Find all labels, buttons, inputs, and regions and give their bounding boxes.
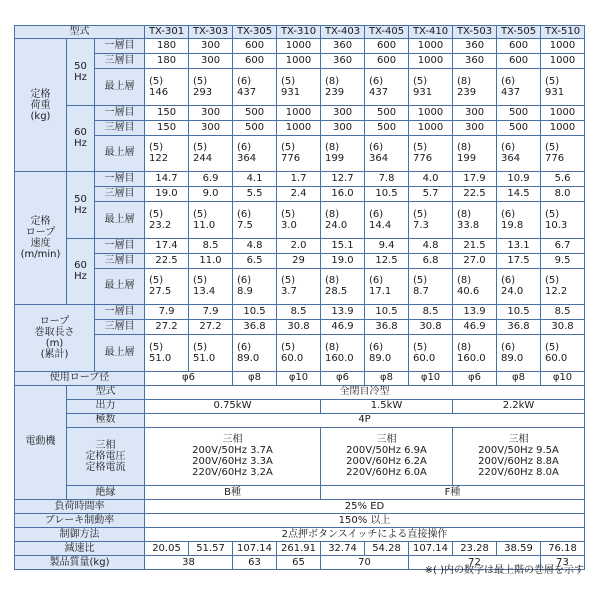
cell: 5.7 (409, 187, 453, 202)
cell: 360 (321, 54, 365, 69)
motor-output-label: 出力 (67, 399, 145, 413)
cell: 150 (145, 120, 189, 135)
cell: 6.8 (409, 253, 453, 268)
cell: 107.14 (409, 542, 453, 556)
table-row (15, 427, 585, 477)
table-row (15, 514, 585, 528)
cell: 9.0 (189, 187, 233, 202)
model-header: TX-403 (321, 26, 365, 39)
cell: 三相 200V/50Hz 3.7A 200V/60Hz 3.3A 220V/60Hz 3.2A (145, 427, 321, 486)
cell: φ6 (453, 371, 497, 385)
cell: (8) 199 (453, 135, 497, 172)
cell: 三相 200V/50Hz 9.5A 200V/60Hz 8.8A 220V/60Hz 8.0A (453, 427, 585, 486)
cell: 38.59 (497, 542, 541, 556)
cell: (6) 7.5 (233, 202, 277, 239)
cell: (6) 19.8 (497, 202, 541, 239)
cell: 4.8 (233, 238, 277, 253)
cell: 14.5 (497, 187, 541, 202)
table-row (15, 135, 585, 163)
cell: 70 (321, 556, 409, 570)
cell: 12.5 (365, 253, 409, 268)
table-row (15, 187, 585, 202)
cell: (5) 244 (189, 135, 233, 172)
cell: 500 (497, 105, 541, 120)
table-row (15, 54, 585, 69)
cell: 1.5kW (321, 399, 453, 413)
cell: (5) 60.0 (409, 335, 453, 372)
cell: 36.8 (365, 320, 409, 335)
layer-label: 一層目 (95, 105, 145, 120)
model-header: TX-405 (365, 26, 409, 39)
brake-label: ブレーキ制動率 (15, 514, 145, 528)
cell: 2点押ボタンスイッチによる直接操作 (145, 528, 585, 542)
layer-label: 三層目 (95, 187, 145, 202)
cell: 4P (145, 413, 585, 427)
cell: 300 (189, 39, 233, 54)
table-row (15, 542, 585, 556)
cell: 19.0 (145, 187, 189, 202)
cell: 600 (365, 54, 409, 69)
cell: 360 (453, 39, 497, 54)
model-header: TX-301 (145, 26, 189, 39)
rope-diameter-label: 使用ロープ径 (15, 371, 145, 385)
cell: φ8 (365, 371, 409, 385)
layer-label: 三層目 (95, 120, 145, 135)
hz60-label: 60 Hz (67, 105, 95, 172)
cell: 1000 (409, 54, 453, 69)
cell: 180 (145, 39, 189, 54)
motor-poles-label: 極数 (67, 413, 145, 427)
table-row (15, 253, 585, 268)
cell: 13.1 (497, 238, 541, 253)
cell: φ8 (233, 371, 277, 385)
layer-label: 一層目 (95, 172, 145, 187)
table-row (15, 39, 585, 54)
cell: 1000 (409, 105, 453, 120)
cell: (5) 931 (277, 69, 321, 106)
cell: 10.9 (497, 172, 541, 187)
cell: 2.0 (277, 238, 321, 253)
cell: 12.7 (321, 172, 365, 187)
cell: 360 (321, 39, 365, 54)
cell: 27.2 (189, 320, 233, 335)
cell: 4.0 (409, 172, 453, 187)
layer-label: 最上層 (95, 268, 145, 305)
model-header: TX-410 (409, 26, 453, 39)
table-row (15, 320, 585, 335)
cell: 14.7 (145, 172, 189, 187)
table-row (15, 268, 585, 296)
cell: (5) 3.0 (277, 202, 321, 239)
cell: 300 (321, 105, 365, 120)
cell: φ10 (541, 371, 585, 385)
cell: (8) 160.0 (453, 335, 497, 372)
cell: (5) 23.2 (145, 202, 189, 239)
table-row (15, 202, 585, 230)
cell: 600 (233, 39, 277, 54)
cell: 2.4 (277, 187, 321, 202)
cell: (5) 10.3 (541, 202, 585, 239)
table-row (15, 528, 585, 542)
cell: 5.5 (233, 187, 277, 202)
cell: 46.9 (453, 320, 497, 335)
cell: 10.5 (233, 305, 277, 320)
cell: 500 (365, 120, 409, 135)
cell: (5) 51.0 (145, 335, 189, 372)
cell: φ10 (277, 371, 321, 385)
layer-label: 一層目 (95, 305, 145, 320)
cell: 0.75kW (145, 399, 321, 413)
cell: 65 (277, 556, 321, 570)
rope-speed-label: 定格 ロープ 速度 (m/min) (15, 172, 67, 305)
cell: (5) 7.3 (409, 202, 453, 239)
cell: 10.5 (365, 187, 409, 202)
ratio-label: 減速比 (15, 542, 145, 556)
cell: 36.8 (497, 320, 541, 335)
cell: (6) 364 (497, 135, 541, 172)
cell: 6.7 (541, 238, 585, 253)
cell: 4.1 (233, 172, 277, 187)
table-row (15, 486, 585, 500)
hz50-label: 50 Hz (67, 39, 95, 106)
cell: 20.05 (145, 542, 189, 556)
cell: 4.8 (409, 238, 453, 253)
cell: (6) 437 (233, 69, 277, 106)
cell: (5) 27.5 (145, 268, 189, 305)
cell: (5) 51.0 (189, 335, 233, 372)
cell: 30.8 (409, 320, 453, 335)
cell: 150 (145, 105, 189, 120)
control-label: 制御方法 (15, 528, 145, 542)
cell: (6) 8.9 (233, 268, 277, 305)
cell: 21.5 (453, 238, 497, 253)
cell: 23.28 (453, 542, 497, 556)
cell: (5) 12.2 (541, 268, 585, 305)
layer-label: 三層目 (95, 253, 145, 268)
cell: (8) 239 (321, 69, 365, 106)
layer-label: 一層目 (95, 238, 145, 253)
cell: (6) 14.4 (365, 202, 409, 239)
cell: 500 (233, 120, 277, 135)
cell: (8) 33.8 (453, 202, 497, 239)
cell: 17.5 (497, 253, 541, 268)
cell: 73 (541, 556, 585, 570)
table-row (15, 500, 585, 514)
cell: 38 (145, 556, 233, 570)
table-row (15, 105, 585, 120)
cell: (8) 239 (453, 69, 497, 106)
cell: 1.7 (277, 172, 321, 187)
header-row (15, 26, 585, 39)
cell: (8) 28.5 (321, 268, 365, 305)
layer-label: 最上層 (95, 69, 145, 106)
cell: 261.91 (277, 542, 321, 556)
cell: 30.8 (277, 320, 321, 335)
cell: (6) 437 (497, 69, 541, 106)
cell: 22.5 (453, 187, 497, 202)
cell: (6) 89.0 (365, 335, 409, 372)
model-header: TX-305 (233, 26, 277, 39)
cell: 500 (497, 120, 541, 135)
cell: 25% ED (145, 500, 585, 514)
table-row (15, 305, 585, 320)
layer-label: 最上層 (95, 135, 145, 172)
layer-label: 一層目 (95, 39, 145, 54)
cell: 1000 (277, 39, 321, 54)
hz50-label: 50 Hz (67, 172, 95, 239)
cell: (5) 60.0 (277, 335, 321, 372)
cell: 1000 (541, 105, 585, 120)
hz60-label: 60 Hz (67, 238, 95, 305)
cell: 300 (321, 120, 365, 135)
cell: 180 (145, 54, 189, 69)
cell: 13.9 (321, 305, 365, 320)
cell: (5) 776 (277, 135, 321, 172)
weight-label: 製品質量(kg) (15, 556, 145, 570)
duty-label: 負荷時間率 (15, 500, 145, 514)
cell: (6) 89.0 (497, 335, 541, 372)
cell: F種 (321, 486, 585, 500)
cell: (8) 160.0 (321, 335, 365, 372)
layer-label: 最上層 (95, 335, 145, 372)
cell: 1000 (277, 105, 321, 120)
cell: 300 (189, 105, 233, 120)
table-row (15, 172, 585, 187)
spec-table (14, 25, 585, 570)
cell: 27.2 (145, 320, 189, 335)
cell: 16.0 (321, 187, 365, 202)
cell: 107.14 (233, 542, 277, 556)
cell: (5) 776 (409, 135, 453, 172)
cell: (5) 293 (189, 69, 233, 106)
cell: 150% 以上 (145, 514, 585, 528)
cell: 11.0 (189, 253, 233, 268)
cell: 17.4 (145, 238, 189, 253)
motor-label: 電動機 (15, 385, 67, 500)
motor-insulation-label: 絶縁 (67, 486, 145, 500)
cell: (8) 40.6 (453, 268, 497, 305)
cell: 7.9 (189, 305, 233, 320)
cell: 三相 200V/50Hz 6.9A 200V/60Hz 6.2A 220V/60Hz 6.0A (321, 427, 453, 486)
model-header: TX-310 (277, 26, 321, 39)
footnote: ※( )内の数字は最上階の巻層を示す (424, 565, 584, 576)
cell: (5) 931 (409, 69, 453, 106)
cell: 7.9 (145, 305, 189, 320)
model-header: TX-505 (497, 26, 541, 39)
layer-label: 三層目 (95, 54, 145, 69)
cell: 76.18 (541, 542, 585, 556)
model-header: TX-510 (541, 26, 585, 39)
cell: 30.8 (541, 320, 585, 335)
cell: 6.5 (233, 253, 277, 268)
cell: 300 (453, 105, 497, 120)
cell: 1000 (541, 39, 585, 54)
cell: φ8 (497, 371, 541, 385)
cell: 600 (497, 54, 541, 69)
cell: 8.5 (277, 305, 321, 320)
table-row (15, 371, 585, 385)
cell: 27.0 (453, 253, 497, 268)
table-row (15, 335, 585, 363)
cell: 1000 (409, 39, 453, 54)
cell: 8.0 (541, 187, 585, 202)
cell: 22.5 (145, 253, 189, 268)
table-row (15, 69, 585, 97)
cell: 32.74 (321, 542, 365, 556)
cell: 10.5 (365, 305, 409, 320)
cell: (5) 8.7 (409, 268, 453, 305)
cell: (6) 364 (233, 135, 277, 172)
cell: 360 (453, 54, 497, 69)
cell: (5) 931 (541, 69, 585, 106)
spec-sheet (14, 25, 584, 570)
cell: 500 (365, 105, 409, 120)
motor-type-label: 型式 (67, 385, 145, 399)
table-row (15, 399, 585, 413)
cell: 15.1 (321, 238, 365, 253)
cell: (5) 776 (541, 135, 585, 172)
table-row (15, 413, 585, 427)
table-row (15, 385, 585, 399)
cell: 51.57 (189, 542, 233, 556)
cell: 8.5 (189, 238, 233, 253)
cell: (5) 13.4 (189, 268, 233, 305)
cell: (5) 60.0 (541, 335, 585, 372)
rated-load-label: 定格 荷重 (kg) (15, 39, 67, 172)
cell: (8) 24.0 (321, 202, 365, 239)
cell: 9.4 (365, 238, 409, 253)
cell: 2.2kW (453, 399, 585, 413)
cell: (5) 3.7 (277, 268, 321, 305)
cell: 300 (453, 120, 497, 135)
cell: 300 (189, 120, 233, 135)
model-header: TX-503 (453, 26, 497, 39)
spec-label: 型式 (15, 26, 145, 39)
cell: 500 (233, 105, 277, 120)
cell: 1000 (277, 120, 321, 135)
cell: (6) 17.1 (365, 268, 409, 305)
cell: 300 (189, 54, 233, 69)
cell: 6.9 (189, 172, 233, 187)
table-row (15, 120, 585, 135)
cell: 8.5 (409, 305, 453, 320)
cell: 1000 (541, 120, 585, 135)
cell: 8.5 (541, 305, 585, 320)
cell: 600 (233, 54, 277, 69)
motor-voltage-label: 三相 定格電圧 定格電流 (67, 427, 145, 486)
rope-length-label: ロープ 巻取長さ (m) (累計) (15, 305, 95, 372)
cell: 54.28 (365, 542, 409, 556)
cell: 13.9 (453, 305, 497, 320)
layer-label: 最上層 (95, 202, 145, 239)
cell: 19.0 (321, 253, 365, 268)
cell: 1000 (541, 54, 585, 69)
cell: (6) 24.0 (497, 268, 541, 305)
cell: (8) 199 (321, 135, 365, 172)
cell: 29 (277, 253, 321, 268)
cell: (6) 437 (365, 69, 409, 106)
cell: 17.9 (453, 172, 497, 187)
cell: 10.5 (497, 305, 541, 320)
cell: 1000 (409, 120, 453, 135)
cell: 600 (365, 39, 409, 54)
cell: (6) 89.0 (233, 335, 277, 372)
cell: B種 (145, 486, 321, 500)
model-header: TX-303 (189, 26, 233, 39)
cell: 7.8 (365, 172, 409, 187)
cell: φ10 (409, 371, 453, 385)
cell: 46.9 (321, 320, 365, 335)
cell: 36.8 (233, 320, 277, 335)
cell: 5.6 (541, 172, 585, 187)
cell: 72 (409, 556, 541, 570)
cell: (5) 146 (145, 69, 189, 106)
cell: 600 (497, 39, 541, 54)
cell: (5) 11.0 (189, 202, 233, 239)
cell: (5) 122 (145, 135, 189, 172)
table-row (15, 238, 585, 253)
cell: 63 (233, 556, 277, 570)
layer-label: 三層目 (95, 320, 145, 335)
cell: (6) 364 (365, 135, 409, 172)
cell: φ6 (145, 371, 233, 385)
cell: 9.5 (541, 253, 585, 268)
cell: 1000 (277, 54, 321, 69)
cell: φ6 (321, 371, 365, 385)
cell: 全閉自冷型 (145, 385, 585, 399)
